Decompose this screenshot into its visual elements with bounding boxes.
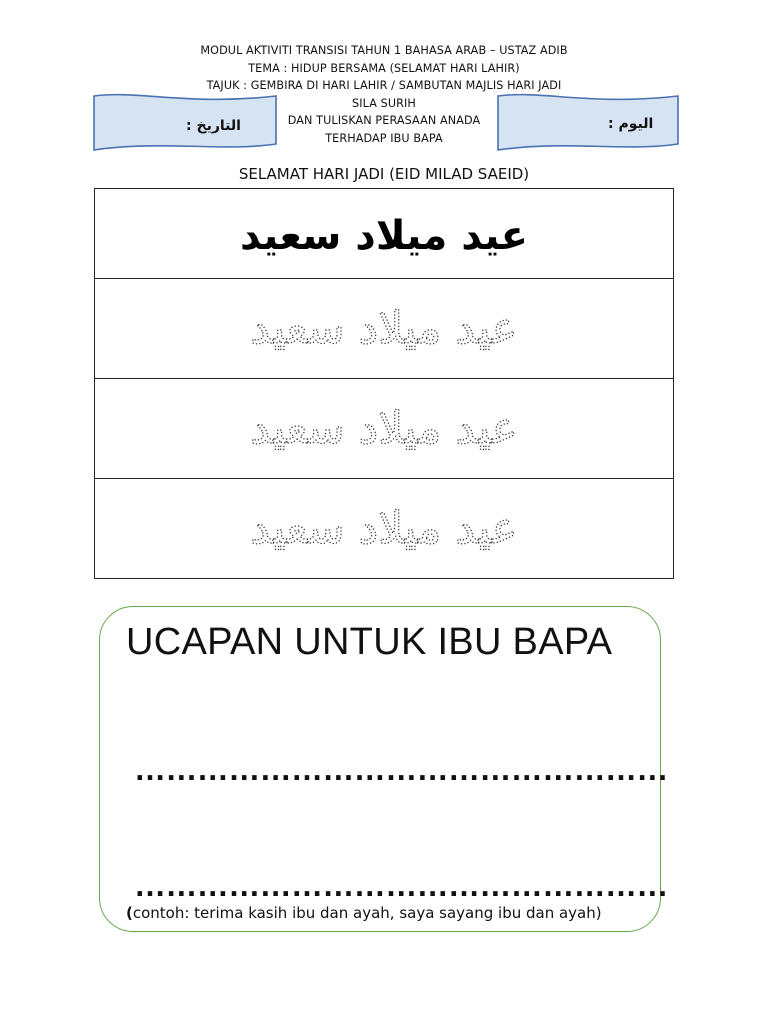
tracing-svg-1 [95,279,673,377]
header-line-instruction-3: TERHADAP IBU BAPA [325,131,443,145]
writing-line-1[interactable]: …………………………………………… [134,751,668,787]
example-text: (contoh: terima kasih ibu dan ayah, saya sayang ibu dan ayah) [126,904,602,922]
greeting-box-title: UCAPAN UNTUK IBU BAPA [126,621,613,663]
tracing-arabic-text: عيد ميلاد سعيد [250,503,518,554]
model-arabic-text: عيد ميلاد سعيد [240,213,528,259]
worksheet-subtitle: SELAMAT HARI JADI (EID MILAD SAEID) [238,165,530,183]
tracing-svg-3 [95,479,673,577]
tracing-arabic-text: عيد ميلاد سعيد [250,303,518,354]
tracing-row[interactable] [95,378,673,478]
date-banner-ribbon [92,92,278,154]
greeting-box [99,606,668,932]
header-line-title: TAJUK : GEMBIRA DI HARI LAHIR / SAMBUTAN MAJLIS HARI JADI [206,79,562,93]
tracing-row[interactable] [95,478,673,578]
date-banner [92,92,278,154]
model-text-svg [95,189,673,278]
header-line-instruction-2: DAN TULISKAN PERASAAN ANADA [287,114,481,128]
date-label: التاريخ : [186,118,241,134]
tracing-arabic-text: عيد ميلاد سعيد [250,403,518,454]
header-line-theme: TEMA : HIDUP BERSAMA (SELAMAT HARI LAHIR) [248,61,520,75]
day-banner [496,92,680,154]
header-line-module: MODUL AKTIVITI TRANSISI TAHUN 1 BAHASA ARAB – USTAZ ADIB [200,44,568,57]
tracing-svg-2 [95,379,673,477]
tracing-table [94,188,674,579]
header-line-instruction-1: SILA SURIH [352,96,416,110]
tracing-row[interactable] [95,278,673,378]
writing-line-2[interactable]: …………………………………………… [134,867,668,903]
day-label: اليوم : [608,116,654,132]
example-content: contoh: terima kasih ibu dan ayah, saya sayang ibu dan ayah [132,904,596,922]
model-row [95,189,673,278]
